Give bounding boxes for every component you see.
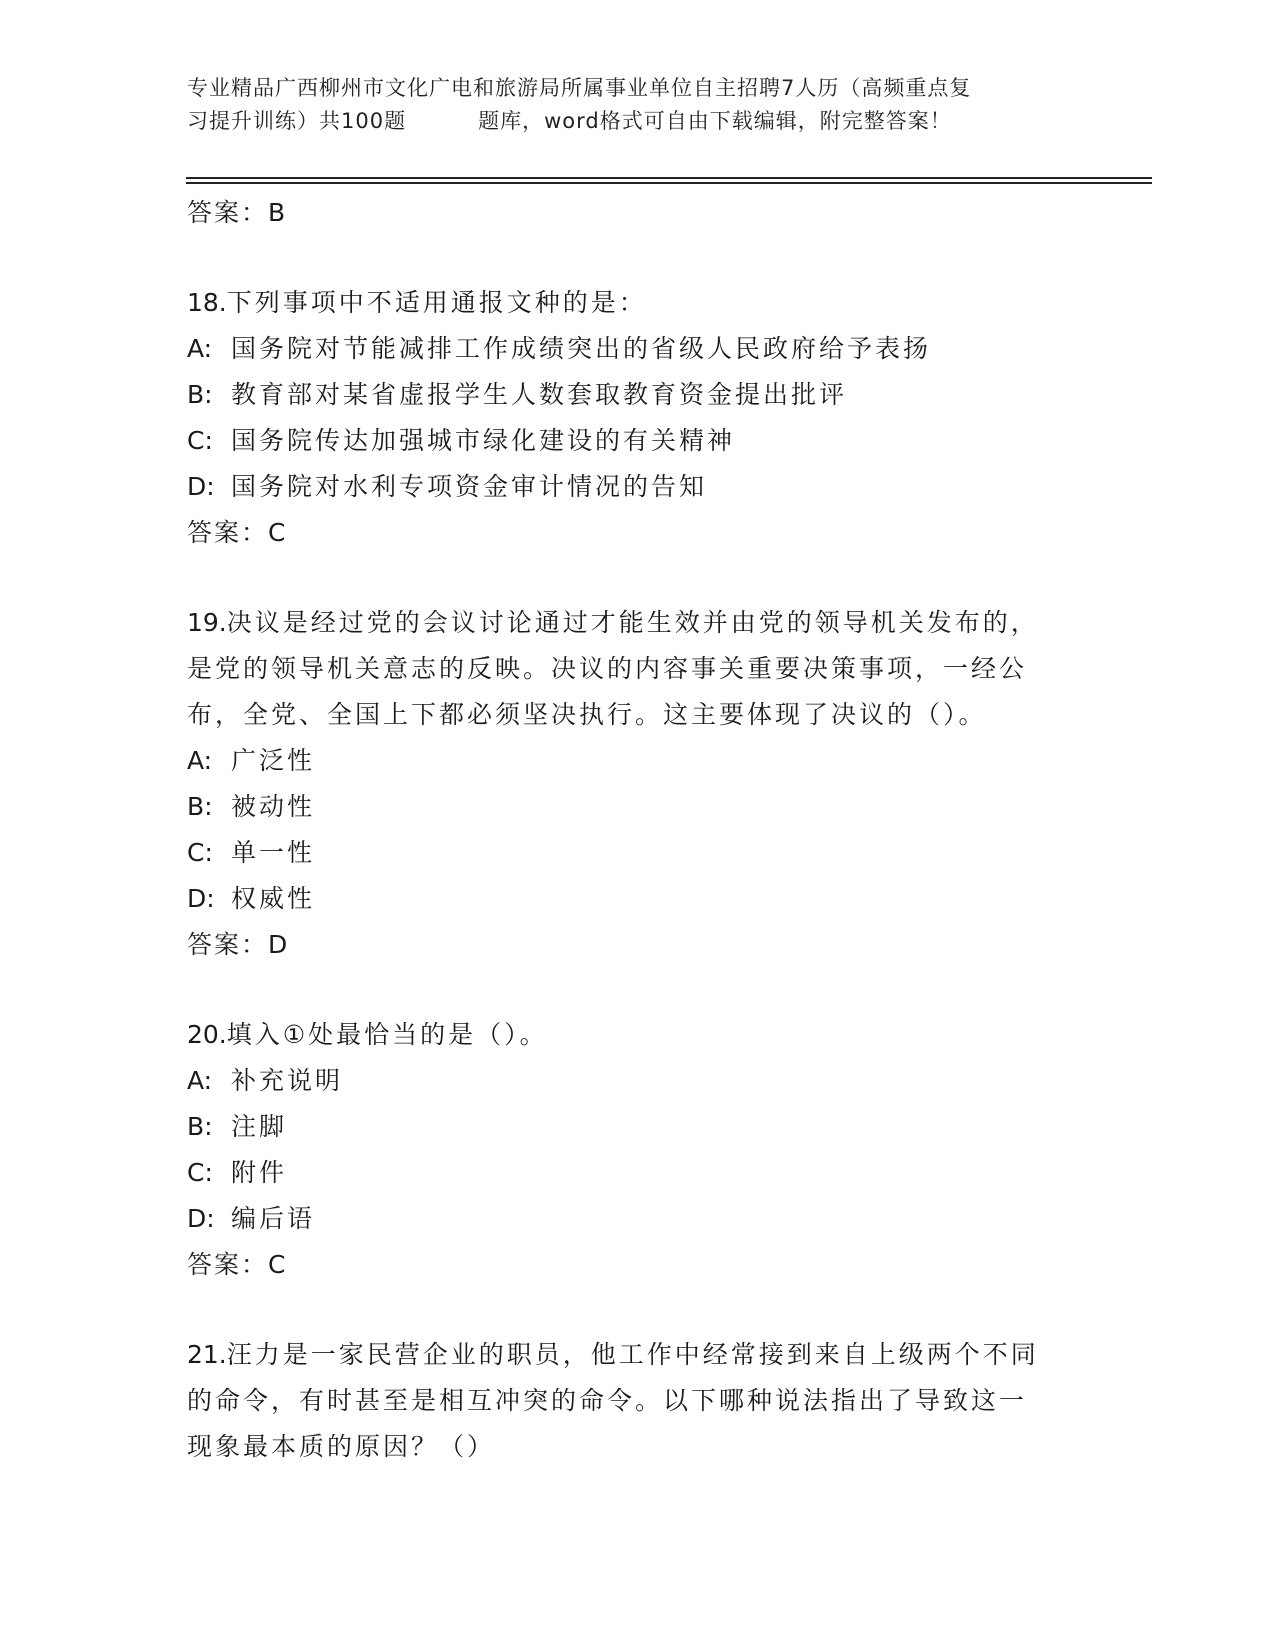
option-text: 国务院对节能减排工作成绩突出的省级人民政府给予表扬 (231, 334, 932, 363)
option-key: C: (187, 838, 213, 867)
header-line-2-right: 题库，word格式可自由下载编辑，附完整答案！ (478, 109, 952, 133)
option-d (187, 1196, 1087, 1242)
option-c (187, 418, 1087, 464)
header-rule-top (186, 177, 1152, 179)
option-text: 广泛性 (231, 746, 316, 775)
option-text: 补充说明 (231, 1066, 344, 1095)
question-number: 21. (187, 1340, 227, 1369)
option-key: A: (187, 334, 213, 363)
option-c (187, 830, 1087, 876)
option-key: D: (187, 884, 215, 913)
option-text: 被动性 (231, 792, 316, 821)
option-key: B: (187, 792, 213, 821)
question-content (187, 190, 1087, 1470)
option-text: 权威性 (231, 884, 316, 913)
option-text: 编后语 (231, 1204, 316, 1233)
option-a (187, 1058, 1087, 1104)
question-text: 填入①处最恰当的是（）。 (226, 1020, 548, 1049)
question-text: 汪力是一家民营企业的职员，他工作中经常接到来自上级两个不同 (226, 1340, 1039, 1369)
option-text: 注脚 (231, 1112, 288, 1141)
option-d (187, 876, 1087, 922)
question-text: 决议是经过党的会议讨论通过才能生效并由党的领导机关发布的， (226, 608, 1039, 637)
question-21 (187, 1332, 1087, 1470)
header-line-2-left: 习提升训练）共100题 (187, 109, 407, 133)
option-text: 教育部对某省虚报学生人数套取教育资金提出批评 (231, 380, 848, 409)
answer: 答案：C (187, 518, 288, 547)
option-d (187, 464, 1087, 510)
question-text: 下列事项中不适用通报文种的是： (226, 288, 647, 317)
option-a (187, 326, 1087, 372)
question-stem-line: 布，全党、全国上下都必须坚决执行。这主要体现了决议的（）。 (187, 700, 987, 729)
question-stem-line (187, 1332, 1087, 1378)
question-18 (187, 280, 1087, 556)
option-key: D: (187, 472, 215, 501)
question-stem-line (187, 280, 1087, 326)
question-stem-line: 现象最本质的原因？（） (187, 1432, 496, 1461)
question-stem-line: 的命令，有时甚至是相互冲突的命令。以下哪种说法指出了导致这一 (187, 1386, 1028, 1415)
option-key: D: (187, 1204, 215, 1233)
question-number: 20. (187, 1020, 227, 1049)
header-line-2 (187, 105, 1087, 138)
option-text: 国务院传达加强城市绿化建设的有关精神 (231, 426, 736, 455)
question-stem-line (187, 1012, 1087, 1058)
option-text: 附件 (231, 1158, 288, 1187)
option-key: A: (187, 1066, 213, 1095)
option-key: B: (187, 380, 213, 409)
option-key: A: (187, 746, 213, 775)
document-header (187, 72, 1087, 138)
option-key: C: (187, 1158, 213, 1187)
option-a (187, 738, 1087, 784)
option-text: 国务院对水利专项资金审计情况的告知 (231, 472, 708, 501)
question-19 (187, 600, 1087, 968)
option-key: B: (187, 1112, 213, 1141)
question-20 (187, 1012, 1087, 1288)
option-c (187, 1150, 1087, 1196)
question-stem-line (187, 600, 1087, 646)
option-text: 单一性 (231, 838, 316, 867)
question-number: 19. (187, 608, 227, 637)
header-rule-bottom (186, 182, 1152, 184)
answer: 答案：C (187, 1250, 288, 1279)
option-b (187, 784, 1087, 830)
prev-answer: 答案：B (187, 198, 288, 227)
answer: 答案：D (187, 930, 290, 959)
option-key: C: (187, 426, 213, 455)
question-number: 18. (187, 288, 227, 317)
header-line-1: 专业精品广西柳州市文化广电和旅游局所属事业单位自主招聘7人历（高频重点复 (187, 76, 972, 100)
option-b (187, 1104, 1087, 1150)
question-stem-line: 是党的领导机关意志的反映。决议的内容事关重要决策事项，一经公 (187, 654, 1028, 683)
option-b (187, 372, 1087, 418)
